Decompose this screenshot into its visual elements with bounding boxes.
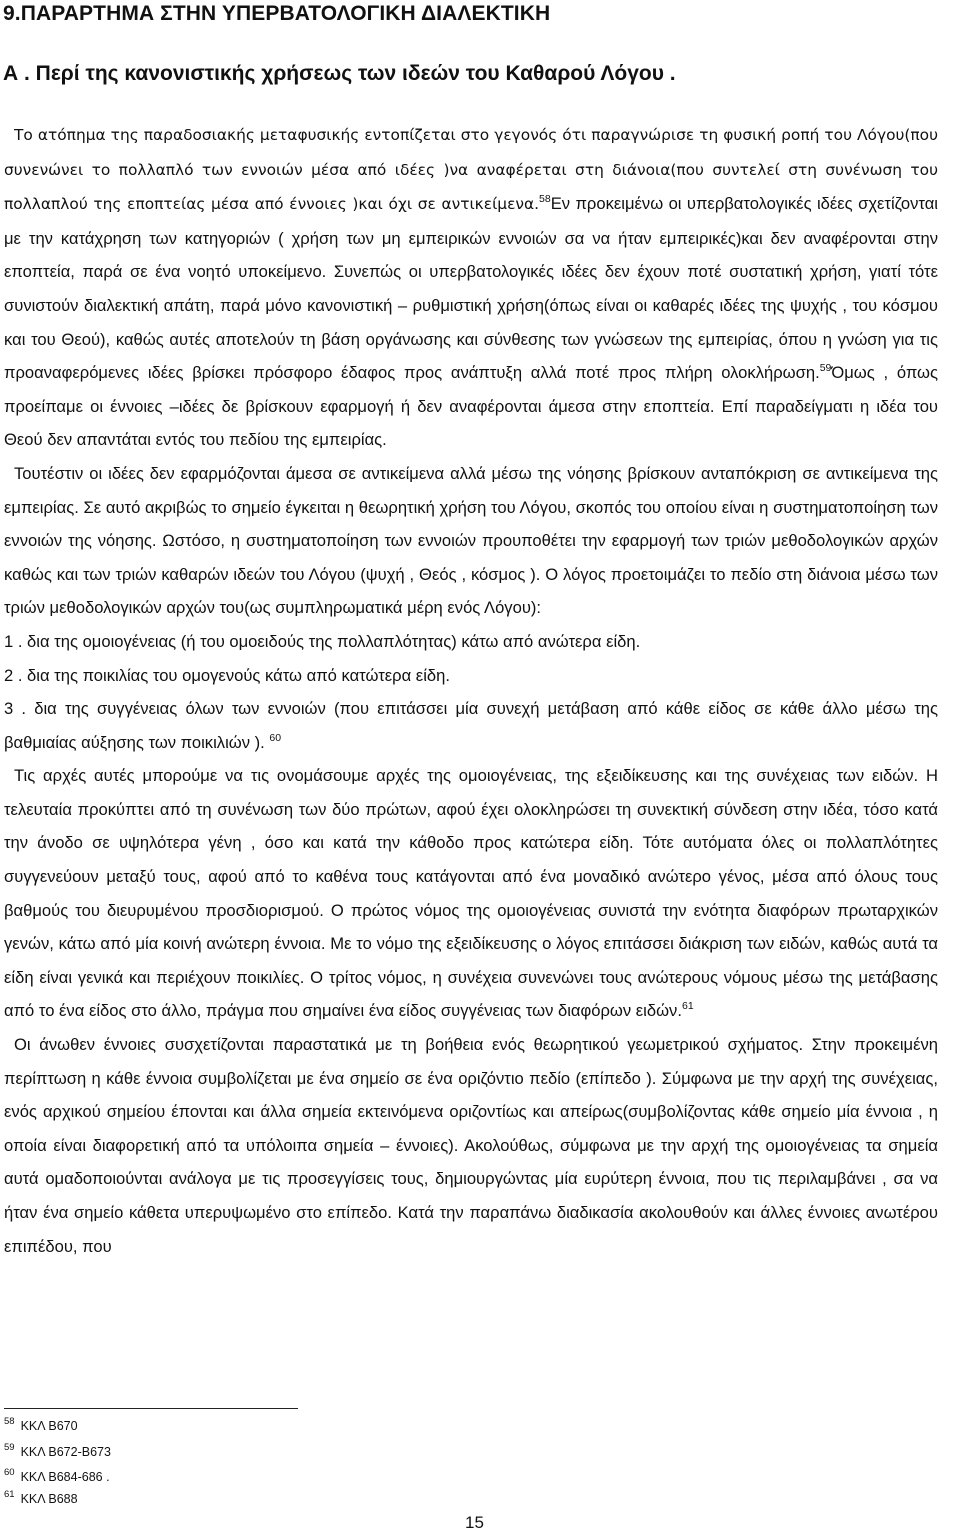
- footnote-text: ΚΚΛ Β670: [20, 1419, 78, 1433]
- footnote: [4, 1467, 110, 1484]
- paragraph-1-part-c: Όμως , όπως προείπαμε οι έννοιες –ιδέες δε βρίσκουν εφαρμογή ή δεν αναφέρονται άμεσα στην εποπτεία. Επί παραδείγματι η ιδέα του Θεού δεν απαντάται εντός του πεδίου της εμπειρίας.: [4, 363, 939, 450]
- footnote: [4, 1489, 78, 1506]
- list-item: [4, 692, 938, 759]
- footnote-number: 59: [4, 1442, 15, 1453]
- paragraph-1: [4, 118, 938, 457]
- paragraph-2: Τουτέστιν οι ιδέες δεν εφαρμόζονται άμεσα σε αντικείμενα αλλά μέσω της νόησης βρίσκουν ανταπόκριση σε αντικείμενα της εμπειρίας. Σε αυτό ακριβώς το σημείο έγκειται η θεωρητική χρήση του Λόγου, σκοπός του οποίου είναι η συστηματοποίηση των εννοιών της νόησης. Ωστόσο, η συστηματοποίηση των εννοιών προυποθέτει την εφαρμογή των τριών μεθοδολογικών αρχών καθώς και των τριών καθαρών ιδεών του Λόγου (ψυχή , Θεός , κόσμος ). Ο λόγος προετοιμάζει το πεδίο στη διάνοια μέσω των τριών μεθοδολογικών αρχών του(ως συμπληρωματικά μέρη ενός Λόγου):: [4, 463, 938, 618]
- footnote-ref-59[interactable]: 59: [819, 362, 832, 375]
- subsection-heading: Α . Περί της κανονιστικής χρήσεως των ιδεών του Καθαρού Λόγου .: [3, 62, 676, 85]
- footnote-number: 61: [4, 1489, 15, 1500]
- body-text: [4, 118, 938, 1263]
- footnote-separator: [4, 1408, 298, 1409]
- list-item: 1 . δια της ομοιογένειας (ή του ομοειδούς της πολλαπλότητας) κάτω από ανώτερα είδη.: [4, 631, 641, 651]
- page-number: 15: [465, 1513, 484, 1532]
- list-item: 2 . δια της ποικιλίας του ομογενούς κάτω από κατώτερα είδη.: [4, 665, 450, 685]
- footnote-ref-60[interactable]: 60: [269, 731, 282, 744]
- footnote-number: 60: [4, 1467, 15, 1478]
- footnote-text: ΚΚΛ Β688: [20, 1492, 78, 1506]
- paragraph-3: [4, 759, 938, 1028]
- paragraph-3-text: Τις αρχές αυτές μπορούμε να τις ονομάσουμε αρχές της ομοιογένειας, της εξειδίκευσης και της συνέχειας των ειδών. Η τελευταία προκύπτει από τη συνένωση των δύο πρώτων, αφού έχει ολοκληρώσει τη συνεκτική σύνδεση στην ιδέα, τόσο κατά την άνοδο σε υψηλότερα γένη , όσο και κατά την κάθοδο προς κατώτερα είδη. Τότε αυτόματα όλες οι πολλαπλότητες συγγενεύουν μεταξύ τους, αφού από το καθένα τους κατάγονται από ένα μοναδικό ανώτερο γένος, μέσα από όλους τους βαθμούς του διευρυμένου προσδιορισμού. Ο πρώτος νόμος της ομοιογένειας συνιστά την ενότητα διαφόρων πρωταρχικών γενών, κάτω από μία κοινή ανώτερη έννοια. Με το νόμο της εξειδίκευσης ο λόγος επιτάσσει διάκριση των ειδών, καθώς αυτά τα είδη είναι γενικά και περιέχουν ποικιλίες. Ο τρίτος νόμος, η συνέχεια συνενώνει τους ανώτερους νόμους μέσω της μετάβασης από το ένα είδος στο άλλο, πράγμα που σημαίνει ένα είδος συγγένειας των διαφόρων ειδών.: [4, 766, 938, 1021]
- section-heading: 9.ΠΑΡΑΡΤΗΜΑ ΣΤΗΝ ΥΠΕΡΒΑΤΟΛΟΓΙΚΗ ΔΙΑΛΕΚΤΙΚΗ: [3, 2, 551, 25]
- footnote-text: ΚΚΛ Β672-Β673: [20, 1445, 111, 1459]
- list-item-text: 3 . δια της συγγένειας όλων των εννοιών (που επιτάσσει μία συνεχή μετάβαση από κάθε είδος σε κάθε άλλο μέσω της βαθμιαίας αύξησης των ποικιλιών ).: [4, 699, 938, 752]
- paragraph-4: Οι άνωθεν έννοιες συσχετίζονται παραστατικά με τη βοήθεια ενός θεωρητικού γεωμετρικού σχήματος. Στην προκειμένη περίπτωση η κάθε έννοια συμβολίζεται με ένα σημείο σε ένα οριζόντιο πεδίο (επίπεδο ). Σύμφωνα με την αρχή της συνέχειας, ενός αρχικού σημείου έπονται και άλλα σημεία εκτεινόμενα οριζοντίως και απείρως(συμβολίζοντας κάθε σημείο μία έννοια , η οποία είναι διαφορετική από τα υπόλοιπα σημεία – έννοιες). Ακολούθως, σύμφωνα με την αρχή της ομοιογένειας τα σημεία αυτά ομαδοποιούνται ανάλογα με τις προσεγγίσεις τους, δημιουργώντας μία ευρύτερη έννοια, που τις περιλαμβάνει , σα να ήταν ένα σημείο κάθετα υπερυψωμένο στο επίπεδο. Κατά την παραπάνω διαδικασία ακολουθούν και άλλες έννοιες ανωτέρου επιπέδου, που: [4, 1035, 938, 1256]
- paragraph-1-part-b: Εν προκειμένω οι υπερβατολογικές ιδέες σχετίζονται με την κατάχρηση των κατηγοριών ( χρήση των μη εμπειρικών εννοιών σα να ήταν εμπειρικές)και δεν αναφέρονται στην εποπτεία, παρά σε ένα νοητό υποκείμενο. Συνεπώς οι υπερβατολογικές ιδέες δεν έχουν ποτέ συστατική χρήση, γιατί τότε συνιστούν διαλεκτική απάτη, παρά μόνο κανονιστική – ρυθμιστική χρήση(όπως είναι οι καθαρές ιδέες της ψυχής , του κόσμου και του Θεού), καθώς αυτές αποτελούν τη βάση οργάνωσης και σύνθεσης των γνώσεων της εμπειρίας, όπου η γνώση για τις προαναφερόμενες ιδέες βρίσκει πρόσφορο έδαφος προς ανάπτυξη αλλά ποτέ προς πλήρη ολοκλήρωση.: [4, 194, 938, 383]
- footnote: [4, 1442, 111, 1459]
- footnote-ref-61[interactable]: 61: [681, 1000, 694, 1013]
- footnote-number: 58: [4, 1416, 15, 1427]
- footnote-text: ΚΚΛ Β684-686 .: [20, 1470, 110, 1484]
- footnote-ref-58[interactable]: 58: [539, 193, 551, 206]
- paragraph-1-part-a: Το ατόπημα της παραδοσιακής μεταφυσικής εντοπίζεται στο γεγονός ότι παραγνώρισε τη φυσική ροπή του Λόγου(που συνενώνει το πολλαπλό των εννοιών μέσα από ιδέες )να αναφέρεται στη διάνοια(που συντελεί στη συνένωση του πολλαπλού της εποπτείας μέσα από έννοιες )και όχι σε αντικείμενα.: [4, 126, 938, 214]
- footnote: [4, 1416, 78, 1433]
